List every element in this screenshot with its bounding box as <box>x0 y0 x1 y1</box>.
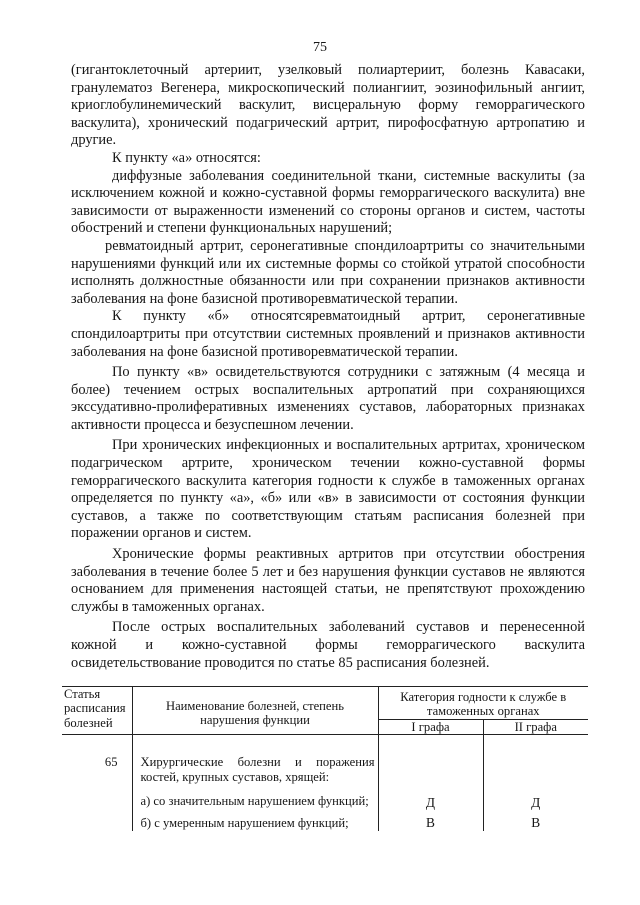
row-col-1: Д <box>378 794 483 816</box>
table-row <box>62 735 588 794</box>
row-col-2 <box>483 735 588 794</box>
paragraph-5: К пункту «б» относятсяревматоидный артрит, серонегативные спондилоартриты при отсутствии системных проявлений и признаков активности заболевания на фоне базисной противоревматической терапии. <box>71 308 585 360</box>
paragraph-7: При хронических инфекционных и воспалительных артритах, хроническом подагрическом артрите, хроническом течении кожно-суставной формы геморрагического васкулита категория годности к службе в таможенных органах определяется по пункту «а», «б» или «в» в зависимости от состояния функции суставов, а также по соответствующим статьям расписания болезней при поражении органов и систем. <box>71 437 585 542</box>
row-col-1: В <box>378 816 483 830</box>
header-col-2: II графа <box>483 719 588 734</box>
row-article <box>62 794 132 816</box>
disease-schedule-table <box>62 686 588 831</box>
header-article: Статья расписания болезней <box>62 687 132 735</box>
header-disease-name: Наименование болезней, степень нарушения функции <box>132 687 378 735</box>
paragraph-1: (гигантоклеточный артериит, узелковый полиартериит, болезнь Кавасаки, гранулематоз Вегенера, микроскопический полиангиит, эозинофильный ангиит, криоглобулинемический васкулит, висцеральную форму геморрагического васкулита), хронический подагрический артрит, пирофосфатную артропатию и другие. <box>71 62 585 149</box>
row-description: а) со значительным нарушением функций; <box>132 794 378 816</box>
header-col-1: I графа <box>378 719 483 734</box>
table-row <box>62 816 588 830</box>
table-header-row <box>62 687 588 720</box>
row-col-2: Д <box>483 794 588 816</box>
table-row <box>62 794 588 816</box>
paragraph-4: ревматоидный артрит, серонегативные спондилоартриты со значительными нарушениями функций или их системные формы со стойкой утратой способности исполнять должностные обязанности или при сохранении признаков активности заболевания на фоне базисной противоревматической терапии. <box>71 237 585 307</box>
row-col-2: В <box>483 816 588 830</box>
paragraph-2: К пункту «а» относятся: <box>112 149 261 166</box>
paragraph-6: По пункту «в» освидетельствуются сотрудники с затяжным (4 месяца и более) течением острых воспалительных артропатий при сохраняющихся экссудативно-пролиферативных изменениях суставов, лабораторных признаках активности процесса и безуспешном лечении. <box>71 364 585 433</box>
header-category: Категория годности к службе в таможенных органах <box>378 687 588 720</box>
paragraph-8: Хронические формы реактивных артритов при отсутствии обострения заболевания в течение более 5 лет и без нарушения функции суставов не являются основанием для применения настоящей статьи, не препятствуют прохождению службы в таможенных органах. <box>71 546 585 615</box>
row-description: б) с умеренным нарушением функций; <box>132 816 378 830</box>
row-col-1 <box>378 735 483 794</box>
row-article <box>62 816 132 830</box>
row-article: 65 <box>104 755 118 770</box>
paragraph-9: После острых воспалительных заболеваний суставов и перенесенной кожной и кожно-суставной формы геморрагического васкулита освидетельствование проводится по статье 85 расписания болезней. <box>71 619 585 671</box>
page-number: 75 <box>313 40 327 55</box>
body-text <box>71 62 585 672</box>
paragraph-3: диффузные заболевания соединительной ткани, системные васкулиты (за исключением кожной и кожно-суставной формы геморрагического васкулита) вне зависимости от выраженности изменений со стороны органов и систем, частоты обострений и степени функциональных нарушений; <box>71 167 585 237</box>
row-description: Хирургические болезни и поражения костей, крупных суставов, хрящей: <box>132 735 378 794</box>
